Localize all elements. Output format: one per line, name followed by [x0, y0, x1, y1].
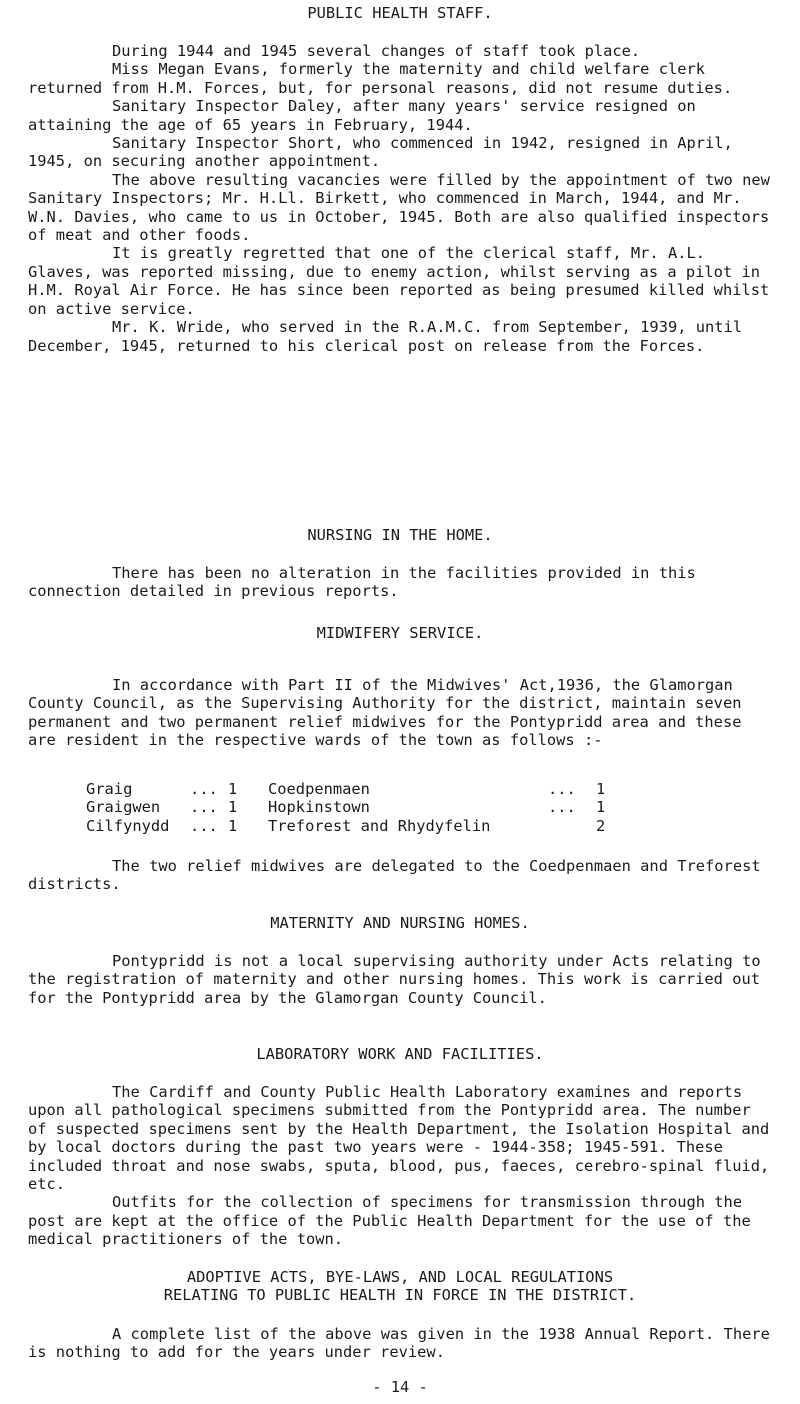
staff-paragraph-1: During 1944 and 1945 several changes of staff took place. [112, 42, 641, 60]
acts-paragraph: A complete list of the above was given in the 1938 Annual Report. There is nothing to add for the years under review. [28, 1325, 770, 1362]
table-row [86, 817, 726, 835]
nursing-paragraph: There has been no alteration in the facilities provided in this connection detailed in previous reports. [28, 564, 696, 601]
midwifery-section-2 [28, 857, 776, 894]
midwifery-section [28, 676, 776, 750]
laboratory-paragraph-2: Outfits for the collection of specimens for transmission through the post are kept at the office of the Public Health Department for the use of the medical practitioners of the town. [28, 1193, 751, 1249]
ward-count: 2 [596, 816, 606, 835]
maternity-heading: MATERNITY AND NURSING HOMES. [270, 914, 530, 932]
dot-leader: ... [190, 798, 218, 817]
midwifery-paragraph-1: In accordance with Part II of the Midwives' Act,1936, the Glamorgan County Council, as the Supervising Authority for the district, maintain seven permanent and two permanent relief midwives for the Pontypridd area and these are resident in the respective wards of the town as follows :- [28, 676, 742, 750]
ward-name: Cilfynydd [86, 816, 170, 835]
dot-leader: ... [548, 798, 576, 817]
page-title: PUBLIC HEALTH STAFF. [307, 4, 493, 22]
ward-name: Hopkinstown [268, 798, 370, 817]
staff-paragraph-3: Sanitary Inspector Daley, after many years' service resigned on attaining the age of 65 years in February, 1944. [28, 97, 696, 134]
laboratory-section [28, 1083, 776, 1249]
nursing-section [28, 564, 776, 601]
table-row [86, 780, 726, 798]
ward-name: Graigwen [86, 798, 161, 817]
nursing-heading: NURSING IN THE HOME. [307, 526, 493, 544]
midwifery-heading: MIDWIFERY SERVICE. [316, 624, 484, 642]
staff-paragraph-5: The above resulting vacancies were filled by the appointment of two new Sanitary Inspectors; Mr. H.Ll. Birkett, who commenced in March, 1944, and Mr. W.N. Davies, who came to us in October, 1945. Both are also qualified inspectors of meat and other foods. [28, 170, 770, 245]
ward-name: Coedpenmaen [268, 780, 370, 798]
staff-paragraph-6: It is greatly regretted that one of the clerical staff, Mr. A.L. Glaves, was reported missing, due to enemy action, whilst serving as a pilot in H.M. Royal Air Force. He has since been reported as being presumed killed whilst on active service. [28, 244, 770, 318]
staff-paragraph-2: Miss Megan Evans, formerly the maternity and child welfare clerk returned from H.M. Forces, but, for personal reasons, did not resume duties. [28, 60, 733, 97]
midwifery-paragraph-2: The two relief midwives are delegated to the Coedpenmaen and Treforest districts. [28, 857, 761, 894]
laboratory-heading: LABORATORY WORK AND FACILITIES. [256, 1045, 544, 1063]
ward-count: 1 [596, 798, 606, 817]
laboratory-paragraph-1: The Cardiff and County Public Health Laboratory examines and reports upon all pathological specimens submitted from the Pontypridd area. The number of suspected specimens sent by the Health Department, the Isolation Hospital and by local doctors during the past two years were - 1944-358; 1945-591. These included throat and nose swabs, sputa, blood, pus, faeces, cerebro-spinal fluid, etc. [28, 1083, 770, 1194]
staff-paragraph-4: Sanitary Inspector Short, who commenced in 1942, resigned in April, 1945, on securing another appointment. [28, 134, 733, 171]
acts-heading-line-1: ADOPTIVE ACTS, BYE-LAWS, AND LOCAL REGULATIONS [186, 1268, 614, 1286]
maternity-paragraph: Pontypridd is not a local supervising authority under Acts relating to the registration of maternity and other nursing homes. This work is carried out for the Pontypridd area by the Glamorgan County Council. [28, 952, 761, 1007]
acts-heading [0, 1268, 800, 1305]
staff-paragraph-7: Mr. K. Wride, who served in the R.A.M.C. from September, 1939, until December, 1945, returned to his clerical post on release from the Forces. [28, 318, 743, 355]
dot-leader: ... [190, 780, 218, 798]
ward-count: 1 [228, 816, 238, 835]
ward-name: Treforest and Rhydyfelin [268, 816, 491, 835]
staff-section [28, 42, 776, 355]
ward-name: Graig [86, 780, 133, 798]
page-number: - 14 - [372, 1378, 428, 1396]
maternity-section [28, 952, 776, 1007]
acts-heading-line-2: RELATING TO PUBLIC HEALTH IN FORCE IN THE DISTRICT. [163, 1286, 637, 1305]
acts-section [28, 1325, 776, 1362]
ward-count: 1 [228, 798, 238, 817]
dot-leader: ... [190, 816, 218, 835]
table-row [86, 798, 726, 816]
ward-count: 1 [228, 780, 238, 798]
dot-leader: ... [548, 780, 576, 798]
ward-count: 1 [596, 780, 606, 798]
wards-table [86, 780, 726, 835]
